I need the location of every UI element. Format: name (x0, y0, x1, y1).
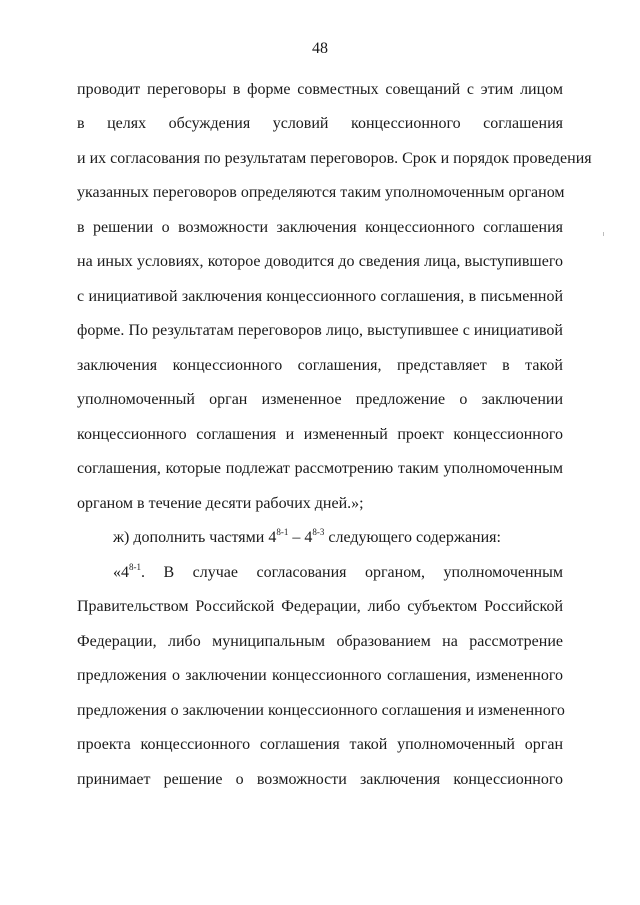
text-line: указанных переговоров определяются таким уполномоченным органом (77, 184, 565, 201)
amendment-suffix: следующего содержания: (324, 529, 501, 546)
text-line: проводит переговоры в форме совместных совещаний с этим лицом (77, 81, 563, 98)
text-line: и их согласования по результатам переговоров. Срок и порядок проведения (77, 150, 592, 167)
text-line: Правительством Российской Федерации, либо субъектом Российской (77, 598, 563, 615)
text-line: соглашения, которые подлежат рассмотрению таким уполномоченным (77, 460, 563, 477)
text-line: с инициативой заключения концессионного соглашения, в письменной (77, 288, 563, 305)
scan-artifact (603, 232, 604, 236)
text-line: в целях обсуждения условий концессионного соглашения (77, 115, 563, 132)
text-line: предложения о заключении концессионного соглашения и измененного (77, 702, 565, 719)
page-number: 48 (312, 40, 328, 57)
quote-first-line (113, 563, 563, 583)
text-line: на иных условиях, которое доводится до сведения лица, выступившего (77, 253, 563, 270)
text-line: предложения о заключении концессионного соглашения, измененного (77, 667, 563, 684)
text-line: концессионного соглашения и измененный проект концессионного (77, 426, 563, 443)
text-line: в решении о возможности заключения концессионного соглашения (77, 219, 563, 236)
amendment-dash: – 4 (288, 529, 313, 546)
quote-rest: . В случае согласования органом, уполномоченным (141, 564, 563, 581)
text-line: уполномоченный орган измененное предложение о заключении (77, 391, 563, 408)
text-line: проекта концессионного соглашения такой уполномоченный орган (77, 736, 563, 753)
superscript: 8-1 (129, 562, 141, 572)
superscript: 8-3 (312, 527, 325, 537)
superscript: 8-1 (276, 527, 289, 537)
text-line: форме. По результатам переговоров лицо, выступившее с инициативой (77, 322, 563, 339)
text-line: принимает решение о возможности заключения концессионного (77, 771, 563, 788)
text-line: заключения концессионного соглашения, представляет в такой (77, 357, 563, 374)
amendment-prefix: ж) дополнить частями 4 (113, 529, 277, 546)
text-line: Федерации, либо муниципальным образованием на рассмотрение (77, 633, 563, 650)
text-line: органом в течение десяти рабочих дней.»; (77, 495, 364, 512)
amendment-instruction (113, 528, 563, 548)
quote-open: «4 (113, 564, 129, 581)
